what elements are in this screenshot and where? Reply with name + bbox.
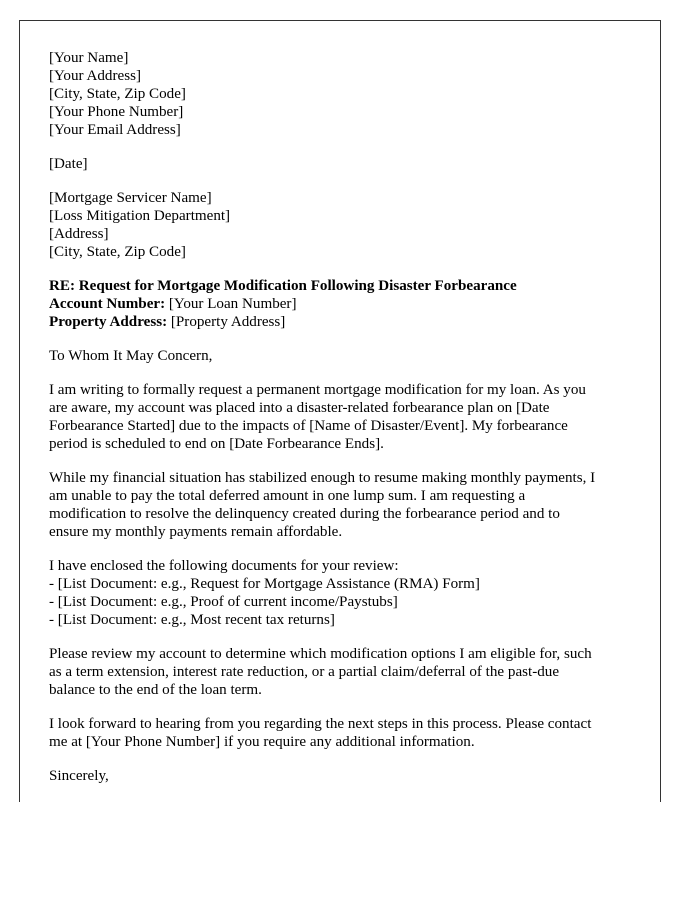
paragraph-line: While my financial situation has stabilized enough to resume making monthly payments, I	[49, 470, 596, 486]
property-address-value: [Property Address]	[170, 314, 286, 330]
sender-phone: [Your Phone Number]	[49, 104, 184, 120]
paragraph-line: I look forward to hearing from you regarding the next steps in this process. Please contact	[49, 716, 592, 732]
recipient-servicer-name: [Mortgage Servicer Name]	[49, 190, 212, 206]
documents-block	[49, 557, 639, 629]
re-block	[49, 277, 639, 331]
sender-address: [Your Address]	[49, 68, 141, 84]
sender-name: [Your Name]	[49, 50, 129, 66]
paragraph-line: ensure my monthly payments remain affordable.	[49, 524, 343, 540]
account-number-line	[49, 295, 639, 313]
document-list-item: - [List Document: e.g., Request for Mortgage Assistance (RMA) Form]	[49, 576, 480, 592]
subject-line: RE: Request for Mortgage Modification Following Disaster Forbearance	[49, 278, 517, 294]
sender-block	[49, 49, 639, 139]
paragraph-line: am unable to pay the total deferred amount in one lump sum. I am requesting a	[49, 488, 526, 504]
letter-page	[19, 20, 661, 802]
closing-block	[49, 767, 639, 785]
paragraph-line: Please review my account to determine which modification options I am eligible for, such	[49, 646, 592, 662]
paragraph-line: as a term extension, interest rate reduction, or a partial claim/deferral of the past-due	[49, 664, 560, 680]
recipient-address: [Address]	[49, 226, 109, 242]
recipient-block	[49, 189, 639, 261]
account-number-label: Account Number:	[49, 296, 166, 312]
paragraph-line: I am writing to formally request a permanent mortgage modification for my loan. As you	[49, 382, 586, 398]
property-address-line	[49, 313, 639, 331]
paragraph-line: modification to resolve the delinquency created during the forbearance period and to	[49, 506, 560, 522]
paragraph-line: balance to the end of the loan term.	[49, 682, 262, 698]
sender-city-state-zip: [City, State, Zip Code]	[49, 86, 186, 102]
letter-date: [Date]	[49, 156, 88, 172]
paragraph-review-request	[49, 645, 639, 699]
paragraph-line: period is scheduled to end on [Date Forbearance Ends].	[49, 436, 384, 452]
paragraph-line: Forbearance Started] due to the impacts of [Name of Disaster/Event]. My forbearance	[49, 418, 568, 434]
paragraph-financial-situation	[49, 469, 639, 541]
recipient-department: [Loss Mitigation Department]	[49, 208, 231, 224]
paragraph-closing-remarks	[49, 715, 639, 751]
sender-email: [Your Email Address]	[49, 122, 181, 138]
salutation: To Whom It May Concern,	[49, 348, 213, 364]
recipient-city-state-zip: [City, State, Zip Code]	[49, 244, 186, 260]
account-number-value: [Your Loan Number]	[168, 296, 297, 312]
property-address-label: Property Address:	[49, 314, 168, 330]
paragraph-request	[49, 381, 639, 453]
date-block	[49, 155, 639, 173]
paragraph-line: are aware, my account was placed into a disaster-related forbearance plan on [Date	[49, 400, 550, 416]
closing: Sincerely,	[49, 768, 109, 784]
paragraph-line: me at [Your Phone Number] if you require any additional information.	[49, 734, 475, 750]
letter-body	[49, 49, 639, 785]
documents-intro: I have enclosed the following documents for your review:	[49, 558, 399, 574]
document-list-item: - [List Document: e.g., Most recent tax returns]	[49, 612, 335, 628]
salutation-block	[49, 347, 639, 365]
document-list-item: - [List Document: e.g., Proof of current income/Paystubs]	[49, 594, 398, 610]
